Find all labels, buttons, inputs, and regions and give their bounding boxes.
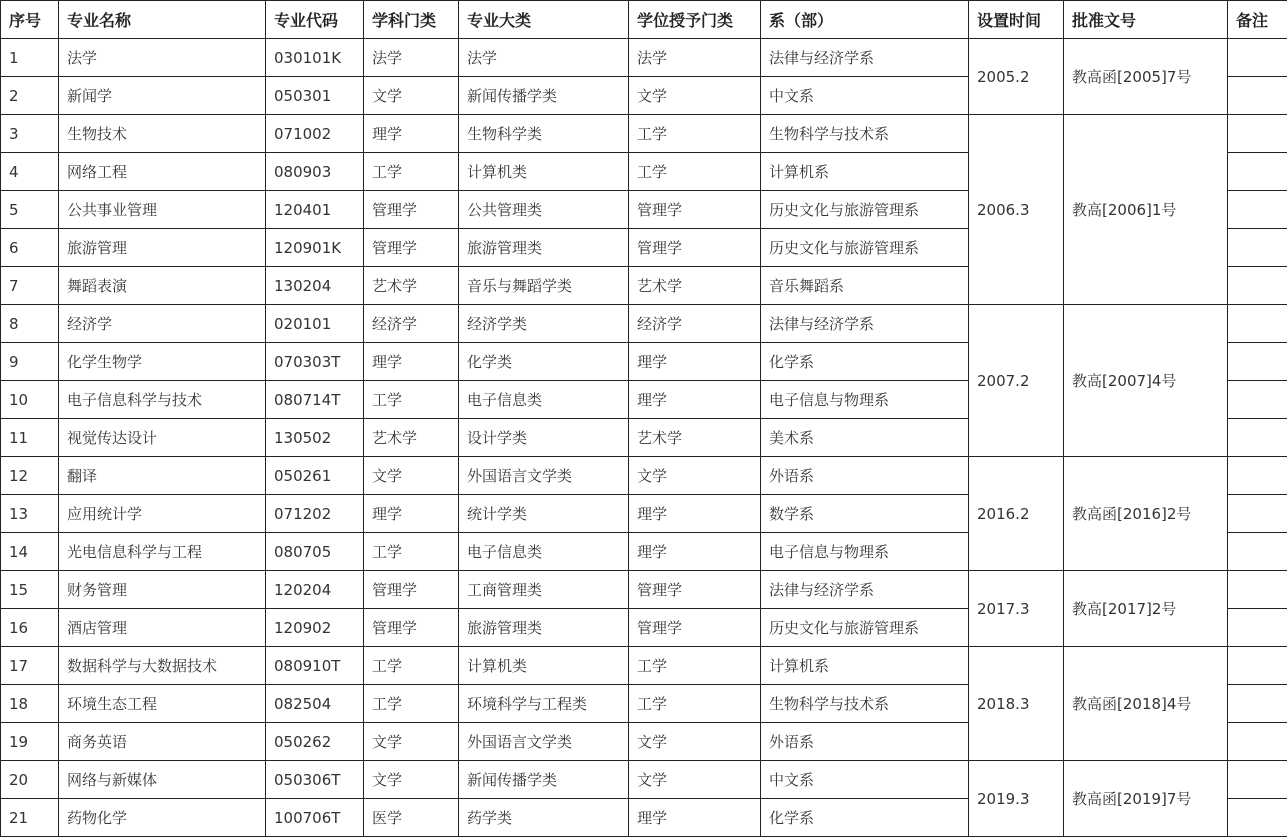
header-setup-date: 设置时间 — [969, 1, 1064, 39]
cell-department: 电子信息与物理系 — [761, 533, 969, 571]
cell-discipline: 管理学 — [364, 571, 459, 609]
cell-major-category: 法学 — [459, 39, 629, 77]
cell-index: 17 — [1, 647, 59, 685]
cell-major-category: 新闻传播学类 — [459, 761, 629, 799]
cell-discipline: 法学 — [364, 39, 459, 77]
cell-index: 13 — [1, 495, 59, 533]
cell-major-code: 030101K — [266, 39, 364, 77]
cell-discipline: 管理学 — [364, 229, 459, 267]
cell-remarks — [1228, 343, 1287, 381]
cell-major-name: 财务管理 — [59, 571, 266, 609]
cell-index: 14 — [1, 533, 59, 571]
cell-department: 计算机系 — [761, 153, 969, 191]
cell-major-name: 翻译 — [59, 457, 266, 495]
header-department: 系（部） — [761, 1, 969, 39]
cell-index: 7 — [1, 267, 59, 305]
cell-major-code: 120902 — [266, 609, 364, 647]
cell-major-category: 计算机类 — [459, 153, 629, 191]
cell-major-name: 舞蹈表演 — [59, 267, 266, 305]
cell-major-name: 网络与新媒体 — [59, 761, 266, 799]
cell-degree-category: 艺术学 — [629, 419, 761, 457]
cell-degree-category: 管理学 — [629, 571, 761, 609]
cell-department: 美术系 — [761, 419, 969, 457]
cell-major-category: 旅游管理类 — [459, 609, 629, 647]
cell-remarks — [1228, 153, 1287, 191]
cell-major-name: 网络工程 — [59, 153, 266, 191]
cell-major-category: 药学类 — [459, 799, 629, 837]
cell-remarks — [1228, 381, 1287, 419]
cell-discipline: 艺术学 — [364, 419, 459, 457]
cell-major-name: 经济学 — [59, 305, 266, 343]
cell-degree-category: 管理学 — [629, 191, 761, 229]
cell-index: 3 — [1, 115, 59, 153]
cell-discipline: 文学 — [364, 77, 459, 115]
cell-discipline: 工学 — [364, 533, 459, 571]
table-row — [1, 39, 1287, 77]
header-discipline: 学科门类 — [364, 1, 459, 39]
cell-index: 11 — [1, 419, 59, 457]
cell-index: 21 — [1, 799, 59, 837]
cell-major-category: 统计学类 — [459, 495, 629, 533]
cell-approval-doc: 教高函[2016]2号 — [1064, 457, 1228, 571]
cell-major-category: 外国语言文学类 — [459, 723, 629, 761]
cell-department: 生物科学与技术系 — [761, 115, 969, 153]
cell-major-code: 120401 — [266, 191, 364, 229]
cell-department: 历史文化与旅游管理系 — [761, 609, 969, 647]
cell-approval-doc: 教高函[2019]7号 — [1064, 761, 1228, 837]
cell-major-name: 商务英语 — [59, 723, 266, 761]
cell-degree-category: 管理学 — [629, 609, 761, 647]
cell-remarks — [1228, 761, 1287, 799]
cell-major-category: 音乐与舞蹈学类 — [459, 267, 629, 305]
cell-remarks — [1228, 191, 1287, 229]
cell-discipline: 文学 — [364, 457, 459, 495]
cell-department: 电子信息与物理系 — [761, 381, 969, 419]
table-row — [1, 457, 1287, 495]
cell-index: 8 — [1, 305, 59, 343]
cell-degree-category: 理学 — [629, 799, 761, 837]
cell-discipline: 理学 — [364, 343, 459, 381]
cell-major-name: 化学生物学 — [59, 343, 266, 381]
cell-major-category: 工商管理类 — [459, 571, 629, 609]
cell-department: 外语系 — [761, 457, 969, 495]
cell-index: 1 — [1, 39, 59, 77]
cell-degree-category: 工学 — [629, 153, 761, 191]
cell-major-code: 082504 — [266, 685, 364, 723]
cell-remarks — [1228, 457, 1287, 495]
header-major-name: 专业名称 — [59, 1, 266, 39]
cell-remarks — [1228, 39, 1287, 77]
cell-degree-category: 文学 — [629, 723, 761, 761]
cell-remarks — [1228, 647, 1287, 685]
cell-degree-category: 理学 — [629, 381, 761, 419]
cell-index: 9 — [1, 343, 59, 381]
cell-remarks — [1228, 609, 1287, 647]
table-row — [1, 647, 1287, 685]
cell-major-code: 071202 — [266, 495, 364, 533]
cell-major-category: 电子信息类 — [459, 533, 629, 571]
cell-discipline: 理学 — [364, 115, 459, 153]
cell-major-name: 药物化学 — [59, 799, 266, 837]
cell-discipline: 理学 — [364, 495, 459, 533]
cell-index: 16 — [1, 609, 59, 647]
cell-setup-date: 2007.2 — [969, 305, 1064, 457]
cell-department: 中文系 — [761, 77, 969, 115]
cell-major-category: 计算机类 — [459, 647, 629, 685]
table-row — [1, 305, 1287, 343]
cell-remarks — [1228, 305, 1287, 343]
cell-department: 历史文化与旅游管理系 — [761, 191, 969, 229]
cell-major-code: 050306T — [266, 761, 364, 799]
cell-major-name: 生物技术 — [59, 115, 266, 153]
cell-major-category: 旅游管理类 — [459, 229, 629, 267]
cell-index: 10 — [1, 381, 59, 419]
header-remarks: 备注 — [1228, 1, 1287, 39]
cell-department: 法律与经济学系 — [761, 39, 969, 77]
table-row — [1, 115, 1287, 153]
cell-major-category: 公共管理类 — [459, 191, 629, 229]
header-approval-doc: 批准文号 — [1064, 1, 1228, 39]
cell-major-code: 050301 — [266, 77, 364, 115]
cell-major-code: 120204 — [266, 571, 364, 609]
cell-department: 中文系 — [761, 761, 969, 799]
cell-major-category: 化学类 — [459, 343, 629, 381]
cell-discipline: 工学 — [364, 153, 459, 191]
cell-discipline: 工学 — [364, 381, 459, 419]
cell-remarks — [1228, 77, 1287, 115]
cell-department: 历史文化与旅游管理系 — [761, 229, 969, 267]
cell-remarks — [1228, 571, 1287, 609]
cell-department: 生物科学与技术系 — [761, 685, 969, 723]
cell-setup-date: 2005.2 — [969, 39, 1064, 115]
cell-major-code: 080705 — [266, 533, 364, 571]
cell-major-code: 071002 — [266, 115, 364, 153]
cell-degree-category: 法学 — [629, 39, 761, 77]
cell-degree-category: 理学 — [629, 495, 761, 533]
cell-remarks — [1228, 685, 1287, 723]
cell-major-category: 新闻传播学类 — [459, 77, 629, 115]
header-major-category: 专业大类 — [459, 1, 629, 39]
cell-index: 12 — [1, 457, 59, 495]
cell-approval-doc: 教高[2017]2号 — [1064, 571, 1228, 647]
cell-discipline: 医学 — [364, 799, 459, 837]
cell-remarks — [1228, 495, 1287, 533]
cell-approval-doc: 教高[2006]1号 — [1064, 115, 1228, 305]
cell-discipline: 管理学 — [364, 609, 459, 647]
cell-index: 6 — [1, 229, 59, 267]
cell-approval-doc: 教高[2007]4号 — [1064, 305, 1228, 457]
cell-setup-date: 2018.3 — [969, 647, 1064, 761]
cell-major-code: 020101 — [266, 305, 364, 343]
cell-major-code: 100706T — [266, 799, 364, 837]
cell-major-code: 130502 — [266, 419, 364, 457]
table-body — [1, 39, 1287, 837]
cell-major-name: 法学 — [59, 39, 266, 77]
cell-degree-category: 工学 — [629, 115, 761, 153]
cell-major-name: 视觉传达设计 — [59, 419, 266, 457]
cell-index: 18 — [1, 685, 59, 723]
cell-index: 4 — [1, 153, 59, 191]
cell-setup-date: 2017.3 — [969, 571, 1064, 647]
cell-index: 5 — [1, 191, 59, 229]
cell-remarks — [1228, 799, 1287, 837]
cell-department: 外语系 — [761, 723, 969, 761]
cell-department: 法律与经济学系 — [761, 305, 969, 343]
cell-major-name: 酒店管理 — [59, 609, 266, 647]
cell-remarks — [1228, 419, 1287, 457]
cell-major-category: 环境科学与工程类 — [459, 685, 629, 723]
cell-index: 15 — [1, 571, 59, 609]
cell-degree-category: 文学 — [629, 457, 761, 495]
cell-discipline: 工学 — [364, 685, 459, 723]
cell-index: 2 — [1, 77, 59, 115]
cell-remarks — [1228, 267, 1287, 305]
cell-approval-doc: 教高函[2005]7号 — [1064, 39, 1228, 115]
cell-department: 数学系 — [761, 495, 969, 533]
cell-approval-doc: 教高函[2018]4号 — [1064, 647, 1228, 761]
cell-major-code: 080903 — [266, 153, 364, 191]
cell-degree-category: 工学 — [629, 647, 761, 685]
cell-department: 化学系 — [761, 799, 969, 837]
cell-discipline: 管理学 — [364, 191, 459, 229]
cell-major-name: 光电信息科学与工程 — [59, 533, 266, 571]
cell-index: 20 — [1, 761, 59, 799]
cell-setup-date: 2019.3 — [969, 761, 1064, 837]
cell-remarks — [1228, 533, 1287, 571]
cell-discipline: 工学 — [364, 647, 459, 685]
cell-department: 音乐舞蹈系 — [761, 267, 969, 305]
cell-major-code: 130204 — [266, 267, 364, 305]
cell-major-name: 旅游管理 — [59, 229, 266, 267]
cell-major-code: 050262 — [266, 723, 364, 761]
cell-department: 计算机系 — [761, 647, 969, 685]
cell-degree-category: 管理学 — [629, 229, 761, 267]
cell-remarks — [1228, 115, 1287, 153]
table-row — [1, 571, 1287, 609]
cell-major-category: 生物科学类 — [459, 115, 629, 153]
header-major-code: 专业代码 — [266, 1, 364, 39]
cell-major-category: 设计学类 — [459, 419, 629, 457]
cell-degree-category: 理学 — [629, 343, 761, 381]
cell-major-code: 050261 — [266, 457, 364, 495]
cell-degree-category: 经济学 — [629, 305, 761, 343]
cell-index: 19 — [1, 723, 59, 761]
cell-degree-category: 艺术学 — [629, 267, 761, 305]
cell-setup-date: 2016.2 — [969, 457, 1064, 571]
cell-major-name: 新闻学 — [59, 77, 266, 115]
cell-major-name: 数据科学与大数据技术 — [59, 647, 266, 685]
cell-department: 法律与经济学系 — [761, 571, 969, 609]
cell-degree-category: 理学 — [629, 533, 761, 571]
cell-major-code: 080714T — [266, 381, 364, 419]
header-degree-category: 学位授予门类 — [629, 1, 761, 39]
cell-major-category: 电子信息类 — [459, 381, 629, 419]
cell-major-name: 环境生态工程 — [59, 685, 266, 723]
table-header-row — [1, 1, 1287, 39]
cell-department: 化学系 — [761, 343, 969, 381]
cell-remarks — [1228, 229, 1287, 267]
cell-major-name: 电子信息科学与技术 — [59, 381, 266, 419]
cell-remarks — [1228, 723, 1287, 761]
cell-major-category: 经济学类 — [459, 305, 629, 343]
cell-major-name: 公共事业管理 — [59, 191, 266, 229]
cell-major-code: 120901K — [266, 229, 364, 267]
cell-major-code: 070303T — [266, 343, 364, 381]
cell-major-category: 外国语言文学类 — [459, 457, 629, 495]
cell-discipline: 文学 — [364, 723, 459, 761]
cell-discipline: 经济学 — [364, 305, 459, 343]
cell-major-name: 应用统计学 — [59, 495, 266, 533]
cell-setup-date: 2006.3 — [969, 115, 1064, 305]
table-row — [1, 761, 1287, 799]
cell-degree-category: 文学 — [629, 77, 761, 115]
header-index: 序号 — [1, 1, 59, 39]
cell-degree-category: 工学 — [629, 685, 761, 723]
cell-discipline: 艺术学 — [364, 267, 459, 305]
cell-discipline: 文学 — [364, 761, 459, 799]
cell-major-code: 080910T — [266, 647, 364, 685]
cell-degree-category: 文学 — [629, 761, 761, 799]
